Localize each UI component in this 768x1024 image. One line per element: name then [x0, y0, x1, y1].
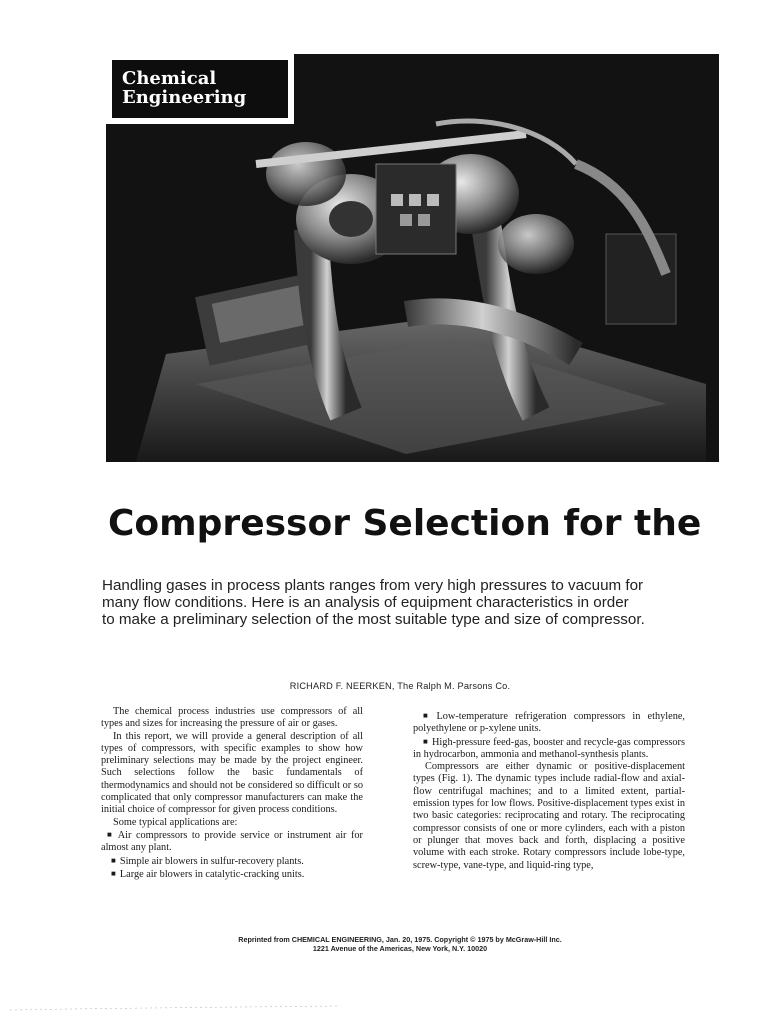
body-column-left — [101, 706, 363, 881]
bullet-item — [101, 855, 363, 868]
masthead-logo-box — [112, 60, 288, 118]
bullet-square-icon: ■ — [111, 855, 116, 865]
cover-photo-compressor — [106, 54, 719, 462]
masthead-line-1: Chemical — [122, 68, 217, 89]
paragraph: In this report, we will provide a general description of all types of compressors, with specific examples to show how preliminary selections may be made by the project engineer. Such selections follow the basic fundamentals of thermodynamics and should not be considered so difficult or so complicated that only compressor manufacturers can make the initial choice of compressor for given process conditions. — [101, 730, 363, 816]
article-deck — [102, 577, 702, 628]
bullet-item — [413, 710, 685, 736]
paragraph: Some typical applications are: — [113, 816, 238, 828]
bullet-text: Air compressors to provide service or instrument air for almost any plant. — [101, 829, 363, 854]
bullet-text: Large air blowers in catalytic-cracking units. — [119, 868, 305, 880]
scan-noise — [10, 1000, 760, 1020]
deck-line-3: to make a preliminary selection of the most suitable type and size of compressor. — [102, 611, 645, 628]
deck-line-1: Handling gases in process plants ranges from very high pressures to vacuum for — [102, 577, 644, 594]
footer-line-2: 1221 Avenue of the Americas, New York, N.Y. 10020 — [312, 943, 488, 953]
masthead-logo — [122, 69, 292, 107]
footer-line-1: Reprinted from CHEMICAL ENGINEERING, Jan. 20, 1975. Copyright © 1975 by McGraw-Hill Inc. — [238, 935, 562, 944]
masthead-line-2: Engineering — [122, 87, 247, 108]
bullet-square-icon: ■ — [107, 829, 114, 839]
bullet-square-icon: ■ — [423, 736, 428, 746]
bullet-item — [101, 829, 363, 855]
bullet-square-icon: ■ — [423, 711, 433, 720]
bullet-item — [413, 736, 685, 762]
author-byline: RICHARD F. NEERKEN, The Ralph M. Parsons Co. — [289, 681, 511, 691]
bullet-text: Low-temperature refrigeration compressors in ethylene, polyethylene or p-xylene units. — [413, 711, 685, 735]
body-column-right — [413, 710, 685, 872]
reprint-footer — [150, 936, 650, 953]
bullet-text: High-pressure feed-gas, booster and recycle-gas compressors in hydrocarbon, ammonia and methanol-synthesis plants. — [413, 736, 685, 760]
paragraph: Compressors are either dynamic or positive-displacement types (Fig. 1). The dynamic types include radial-flow and axial-flow centrifugal machines; and to a limited extent, partial-emission types for low flows. Positive-displacement types exist in two basic categories: reciprocating and rotary. The reciprocating compressor consists of one or more cylinders, each with a piston or plunger that moves back and forth, displacing a positive volume with each stroke. Rotary compressors include lobe-type, screw-type, vane-type, and liquid-ring type, — [413, 761, 685, 871]
paragraph: The chemical process industries use compressors of all types and sizes for increasing the pressure of air or gases. — [101, 706, 363, 730]
bullet-text: Simple air blowers in sulfur-recovery plants. — [119, 855, 304, 867]
article-headline: Compressor Selection for the — [108, 503, 702, 544]
masthead — [106, 54, 294, 124]
bullet-item — [101, 868, 363, 881]
bullet-square-icon: ■ — [111, 868, 116, 878]
deck-line-2: many flow conditions. Here is an analysis of equipment characteristics in order — [102, 594, 629, 611]
